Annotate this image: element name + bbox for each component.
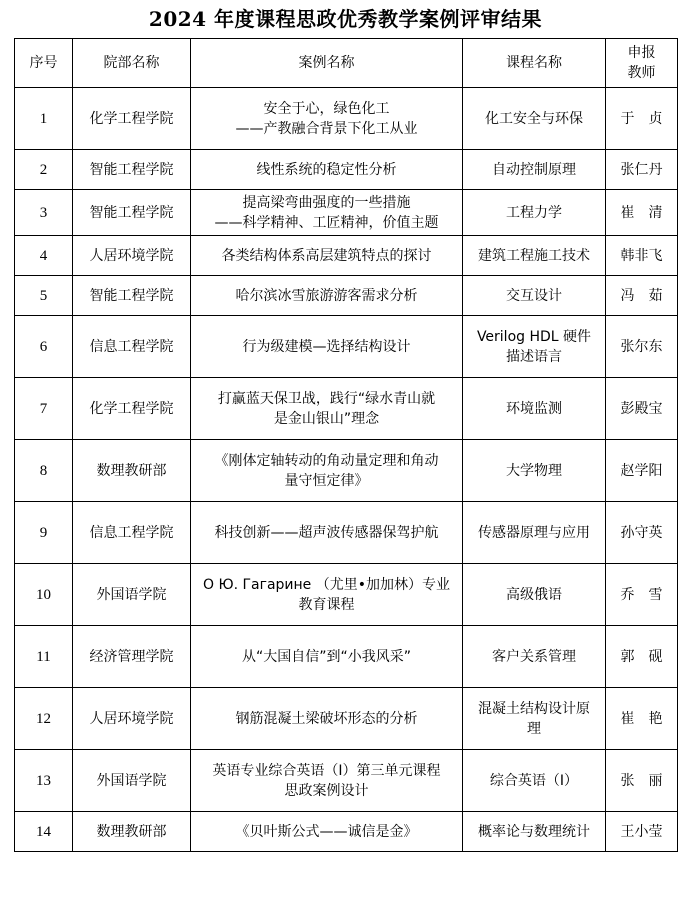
course-name <box>463 378 606 440</box>
teacher-name: 张尔东 <box>606 316 678 378</box>
table-row <box>15 236 678 276</box>
department-name: 数理教研部 <box>73 440 191 502</box>
department-name: 智能工程学院 <box>73 276 191 316</box>
table-row <box>15 276 678 316</box>
department-name: 经济管理学院 <box>73 626 191 688</box>
teacher-name: 郭 砚 <box>606 626 678 688</box>
course-name-line1: 传感器原理与应用 <box>478 524 590 541</box>
teacher-name: 张 丽 <box>606 750 678 812</box>
case-name <box>191 626 463 688</box>
course-name-line1: 自动控制原理 <box>492 161 576 178</box>
course-name <box>463 564 606 626</box>
course-name <box>463 190 606 236</box>
course-name <box>463 750 606 812</box>
course-name <box>463 276 606 316</box>
teacher-name: 赵学阳 <box>606 440 678 502</box>
course-name <box>463 502 606 564</box>
case-name-line1: 行为级建模—选择结构设计 <box>242 338 411 355</box>
case-name-line1: 打赢蓝天保卫战，践行“绿水青山就 <box>217 390 436 407</box>
course-name-line1: 环境监测 <box>506 400 562 417</box>
department-name: 信息工程学院 <box>73 316 191 378</box>
course-name <box>463 150 606 190</box>
teacher-name: 彭殿宝 <box>606 378 678 440</box>
case-name <box>191 688 463 750</box>
table-row <box>15 688 678 750</box>
case-name-line1: 钢筋混凝土梁破坏形态的分析 <box>235 710 418 727</box>
teacher-name: 冯 茹 <box>606 276 678 316</box>
header-case: 案例名称 <box>191 39 463 88</box>
table-header-row <box>15 39 678 88</box>
course-name <box>463 626 606 688</box>
row-number: 6 <box>15 316 73 378</box>
department-name: 智能工程学院 <box>73 190 191 236</box>
course-name-line1: 建筑工程施工技术 <box>478 247 590 264</box>
case-name-line1: 英语专业综合英语（I）第三单元课程 <box>212 762 441 779</box>
table-row <box>15 88 678 150</box>
case-name-line1: 科技创新——超声波传感器保驾护航 <box>214 524 439 541</box>
case-name <box>191 812 463 852</box>
course-name-line1: 交互设计 <box>506 287 562 304</box>
results-table <box>14 38 678 852</box>
course-name <box>463 812 606 852</box>
table-row <box>15 626 678 688</box>
row-number: 7 <box>15 378 73 440</box>
course-name-line1: 化工安全与环保 <box>485 110 583 127</box>
department-name: 信息工程学院 <box>73 502 191 564</box>
course-name-line1: 概率论与数理统计 <box>478 823 590 840</box>
case-name <box>191 564 463 626</box>
case-name-line2: ——产教融合背景下化工从业 <box>235 120 418 137</box>
row-number: 2 <box>15 150 73 190</box>
case-name-line1: 《贝叶斯公式——诚信是金》 <box>235 823 418 840</box>
table-row <box>15 378 678 440</box>
page-title: 2024 年度课程思政优秀教学案例评审结果 <box>148 7 543 31</box>
case-name <box>191 316 463 378</box>
table-row <box>15 750 678 812</box>
row-number: 13 <box>15 750 73 812</box>
teacher-name: 崔 清 <box>606 190 678 236</box>
header-teacher-line2: 教师 <box>627 65 656 81</box>
case-name-line1: 线性系统的稳定性分析 <box>256 161 397 178</box>
row-number: 4 <box>15 236 73 276</box>
course-name-line1: 工程力学 <box>506 204 562 221</box>
row-number: 11 <box>15 626 73 688</box>
case-name <box>191 378 463 440</box>
case-name-line1: 从“大国自信”到“小我风采” <box>241 648 411 665</box>
course-name <box>463 236 606 276</box>
row-number: 3 <box>15 190 73 236</box>
header-teacher <box>606 39 678 88</box>
case-name <box>191 236 463 276</box>
course-name-line2: 理 <box>527 720 541 737</box>
table-row <box>15 316 678 378</box>
teacher-name: 崔 艳 <box>606 688 678 750</box>
header-teacher-line1: 申报 <box>627 45 656 61</box>
course-name-line1: Verilog HDL 硬件 <box>476 328 592 345</box>
course-name <box>463 88 606 150</box>
course-name <box>463 316 606 378</box>
course-name-line1: 综合英语（I） <box>489 772 579 789</box>
case-name-line1: 哈尔滨冰雪旅游游客需求分析 <box>235 287 418 304</box>
case-name-line1: 各类结构体系高层建筑特点的探讨 <box>221 247 432 264</box>
case-name-line2: 量守恒定律》 <box>284 472 369 489</box>
course-name <box>463 440 606 502</box>
department-name: 数理教研部 <box>73 812 191 852</box>
header-dept: 院部名称 <box>73 39 191 88</box>
teacher-name: 韩非飞 <box>606 236 678 276</box>
teacher-name: 于 贞 <box>606 88 678 150</box>
case-name-line1: 《刚体定轴转动的角动量定理和角动 <box>214 452 439 469</box>
row-number: 10 <box>15 564 73 626</box>
row-number: 9 <box>15 502 73 564</box>
course-name-line1: 客户关系管理 <box>492 648 576 665</box>
teacher-name: 张仁丹 <box>606 150 678 190</box>
case-name <box>191 276 463 316</box>
row-number: 14 <box>15 812 73 852</box>
course-name-line1: 高级俄语 <box>506 586 562 603</box>
teacher-name: 王小莹 <box>606 812 678 852</box>
case-name <box>191 88 463 150</box>
table-row <box>15 812 678 852</box>
table-row <box>15 440 678 502</box>
row-number: 1 <box>15 88 73 150</box>
case-name-line1: 安全于心，绿色化工 <box>263 100 390 117</box>
table-body <box>15 88 678 852</box>
teacher-name: 孙守英 <box>606 502 678 564</box>
department-name: 智能工程学院 <box>73 150 191 190</box>
department-name: 外国语学院 <box>73 750 191 812</box>
header-no: 序号 <box>15 39 73 88</box>
case-name-line1: О Ю. Гагарине （尤里•加加林）专业 <box>203 576 450 593</box>
course-name <box>463 688 606 750</box>
row-number: 12 <box>15 688 73 750</box>
course-name-line1: 大学物理 <box>506 462 562 479</box>
case-name-line2: 思政案例设计 <box>284 782 369 799</box>
case-name-line1: 提高梁弯曲强度的一些措施 <box>242 194 411 211</box>
row-number: 5 <box>15 276 73 316</box>
case-name <box>191 750 463 812</box>
table-row <box>15 190 678 236</box>
case-name-line2: ——科学精神、工匠精神，价值主题 <box>214 214 439 231</box>
teacher-name: 乔 雪 <box>606 564 678 626</box>
case-name <box>191 440 463 502</box>
table-row <box>15 502 678 564</box>
case-name-line2: 教育课程 <box>298 596 355 613</box>
case-name <box>191 502 463 564</box>
row-number: 8 <box>15 440 73 502</box>
table-row <box>15 564 678 626</box>
course-name-line1: 混凝土结构设计原 <box>478 700 590 717</box>
department-name: 外国语学院 <box>73 564 191 626</box>
course-name-line2: 描述语言 <box>506 348 562 365</box>
department-name: 化学工程学院 <box>73 378 191 440</box>
table-row <box>15 150 678 190</box>
department-name: 化学工程学院 <box>73 88 191 150</box>
department-name: 人居环境学院 <box>73 236 191 276</box>
header-course: 课程名称 <box>463 39 606 88</box>
case-name-line2: 是金山银山”理念 <box>273 410 380 427</box>
department-name: 人居环境学院 <box>73 688 191 750</box>
case-name <box>191 150 463 190</box>
case-name <box>191 190 463 236</box>
